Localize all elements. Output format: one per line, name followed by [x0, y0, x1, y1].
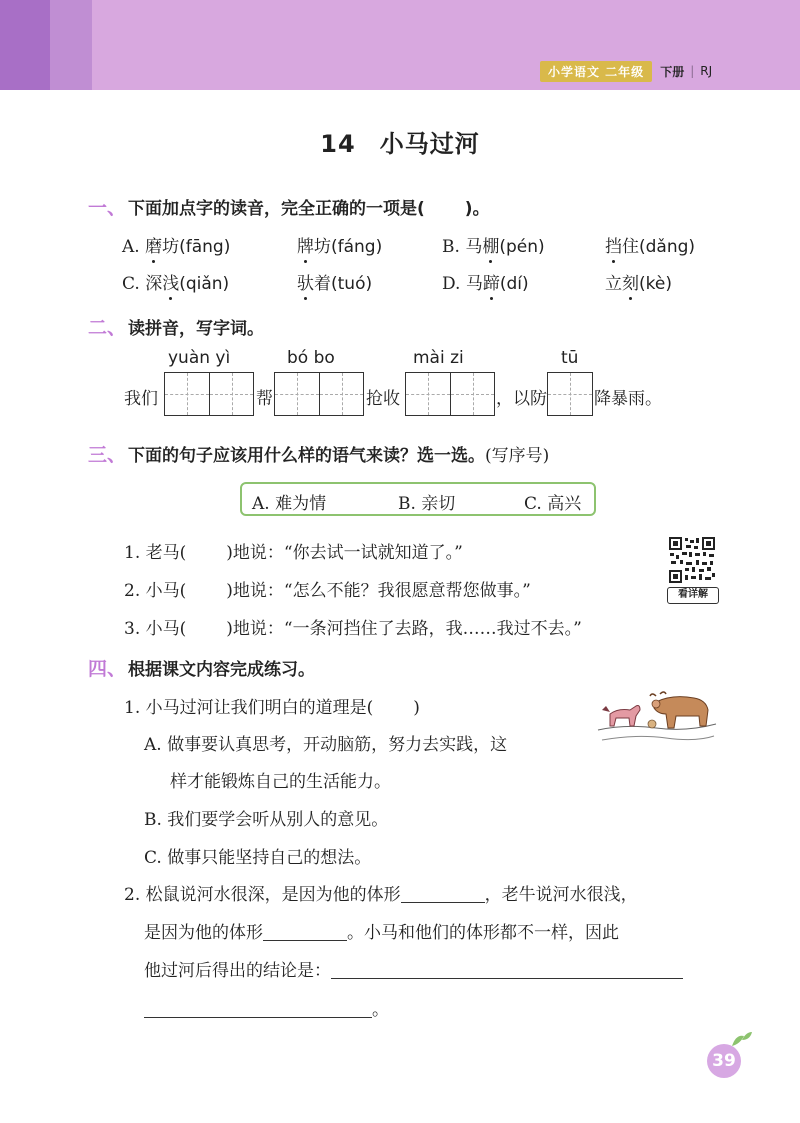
answer-grid-3[interactable] — [405, 372, 495, 416]
char: 住 — [622, 237, 639, 257]
item-2-text-3: 是因为他的体形 — [144, 923, 263, 943]
q1-option-d-word2 — [605, 269, 672, 294]
q1-option-c — [122, 269, 229, 294]
lesson-name: 小马过河 — [379, 130, 480, 158]
pinyin-4: tū — [561, 348, 579, 368]
answer-grid-1[interactable] — [164, 372, 254, 416]
lesson-number: 14 — [320, 130, 356, 158]
sentence-number: 1. — [124, 543, 146, 563]
q4-item-1-option-a-line1: A. 做事要认真思考，开动脑筋，努力去实践，这 — [144, 735, 508, 755]
q4-item-2-line4 — [144, 995, 389, 1020]
dotted-char: 蹄 — [482, 274, 500, 294]
question-2-number: 二、 — [88, 317, 127, 339]
pinyin: (qiǎn) — [179, 274, 230, 294]
q3-sentence-2 — [124, 576, 531, 601]
pinyin-3: mài zi — [413, 348, 464, 368]
header-separator: | — [690, 64, 695, 78]
edition-label: RJ — [700, 64, 713, 78]
q2-text-5: 降暴雨。 — [594, 389, 662, 409]
q3-option-c: C. 高兴 — [524, 494, 582, 514]
dotted-char: 刻 — [622, 274, 639, 294]
item-1-paren: ) — [413, 698, 420, 718]
answer-grid-2[interactable] — [274, 372, 364, 416]
q3-options-box — [240, 482, 596, 516]
question-4-number: 四、 — [88, 658, 127, 680]
q3-sentence-3 — [124, 614, 582, 639]
q1-option-a — [122, 232, 230, 257]
pinyin: (fāng) — [179, 237, 231, 257]
question-3-note: (写序号) — [485, 446, 550, 466]
char: 坊 — [162, 237, 180, 257]
question-4-heading — [88, 654, 315, 681]
volume-label: 下册 — [660, 64, 685, 79]
option-label: B. — [442, 237, 466, 257]
dotted-char: 磨 — [145, 237, 163, 257]
pony-and-ox-illustration — [596, 684, 718, 748]
lesson-title — [0, 124, 800, 159]
q2-text-3: 抢收 — [366, 389, 400, 409]
q4-item-2-line2 — [144, 918, 619, 943]
q4-item-2-line1 — [124, 880, 638, 905]
grade-label: 小学语文 二年级 — [540, 61, 652, 82]
sentence-number: 3. — [124, 619, 146, 639]
q3-option-b: B. 亲切 — [398, 494, 456, 514]
question-1-heading — [88, 193, 490, 220]
answer-blank-1[interactable] — [401, 901, 485, 903]
qr-code-icon[interactable] — [668, 536, 716, 584]
q4-item-2-line3 — [144, 956, 683, 981]
leaf-icon — [730, 1030, 754, 1048]
option-label: D. — [442, 274, 466, 294]
dotted-char: 浅 — [162, 274, 180, 294]
dotted-char: 棚 — [482, 237, 500, 257]
q4-item-1-option-c: C. 做事只能坚持自己的想法。 — [144, 848, 372, 868]
answer-blank-4[interactable] — [144, 1016, 372, 1018]
q4-item-1-option-b: B. 我们要学会听从别人的意见。 — [144, 810, 389, 830]
q4-item-1-question — [124, 693, 420, 718]
question-1-prompt-end: )。 — [464, 199, 490, 219]
pinyin: (pén) — [499, 237, 545, 257]
item-2-text-2: ，老牛说河水很浅， — [484, 885, 638, 905]
option-label: A. — [122, 237, 146, 257]
q2-text-2: 帮 — [256, 389, 273, 409]
pinyin: (dǎng) — [639, 237, 696, 257]
question-1-prompt: 下面加点字的读音，完全正确的一项是( — [128, 199, 425, 219]
sentence-speaker: 老马( — [145, 543, 187, 563]
q2-text-1: 我们 — [124, 389, 158, 409]
pinyin: (fáng) — [331, 237, 383, 257]
page-number: 39 — [707, 1044, 741, 1078]
sentence-speaker: 小马( — [145, 581, 187, 601]
answer-grid-4[interactable] — [547, 372, 593, 416]
header-stripe-dark — [0, 0, 50, 90]
q4-item-1-option-a-line2: 样才能锻炼自己的生活能力。 — [170, 772, 391, 792]
pinyin: (dí) — [499, 274, 529, 294]
question-3-prompt: 下面的句子应该用什么样的语气来读？选一选。 — [128, 446, 486, 466]
q3-option-a: A. 难为情 — [252, 494, 327, 514]
char: 深 — [145, 274, 163, 294]
option-label: C. — [122, 274, 146, 294]
q3-sentence-1 — [124, 538, 463, 563]
item-2-text-5: 他过河后得出的结论是： — [144, 961, 331, 981]
question-4-prompt: 根据课文内容完成练习。 — [128, 660, 316, 680]
q2-text-4: ，以防 — [496, 389, 547, 409]
q1-option-b — [442, 232, 545, 257]
char: 马 — [465, 237, 483, 257]
pinyin: (kè) — [639, 274, 672, 294]
page-header-band — [0, 0, 800, 90]
question-3-heading — [88, 440, 549, 467]
answer-blank-2[interactable] — [263, 939, 347, 941]
q1-option-c-word2 — [297, 269, 372, 294]
item-1-text: 1. 小马过河让我们明白的道理是( — [124, 698, 374, 718]
dotted-char: 挡 — [605, 237, 622, 257]
char: 坊 — [314, 237, 331, 257]
dotted-char: 牌 — [297, 237, 314, 257]
pinyin: (tuó) — [331, 274, 373, 294]
sentence-speaker: 小马( — [145, 619, 187, 639]
sentence-rest: )地说：“怎么不能？我很愿意帮您做事。” — [226, 581, 531, 601]
char: 着 — [314, 274, 331, 294]
q1-option-b-word2 — [605, 232, 695, 257]
answer-blank-3[interactable] — [331, 977, 683, 979]
question-2-heading — [88, 313, 264, 340]
question-3-number: 三、 — [88, 444, 127, 466]
header-tag — [540, 61, 712, 81]
q1-option-d — [442, 269, 529, 294]
question-1-number: 一、 — [88, 197, 127, 219]
q1-option-a-word2 — [297, 232, 382, 257]
sentence-number: 2. — [124, 581, 146, 601]
sentence-rest: )地说：“你去试一试就知道了。” — [226, 543, 463, 563]
item-2-text-1: 2. 松鼠说河水很深，是因为他的体形 — [124, 885, 401, 905]
char: 马 — [465, 274, 483, 294]
char: 立 — [605, 274, 622, 294]
pinyin-1: yuàn yì — [168, 348, 231, 368]
qr-label[interactable]: 看详解 — [667, 587, 719, 604]
sentence-rest: )地说：“一条河挡住了去路，我……我过不去。” — [226, 619, 582, 639]
dotted-char: 驮 — [297, 274, 314, 294]
item-2-text-6: 。 — [372, 1000, 389, 1020]
item-2-text-4: 。小马和他们的体形都不一样，因此 — [347, 923, 619, 943]
pinyin-2: bó bo — [287, 348, 335, 368]
question-2-prompt: 读拼音，写字词。 — [128, 319, 265, 339]
header-stripe-mid — [50, 0, 92, 90]
